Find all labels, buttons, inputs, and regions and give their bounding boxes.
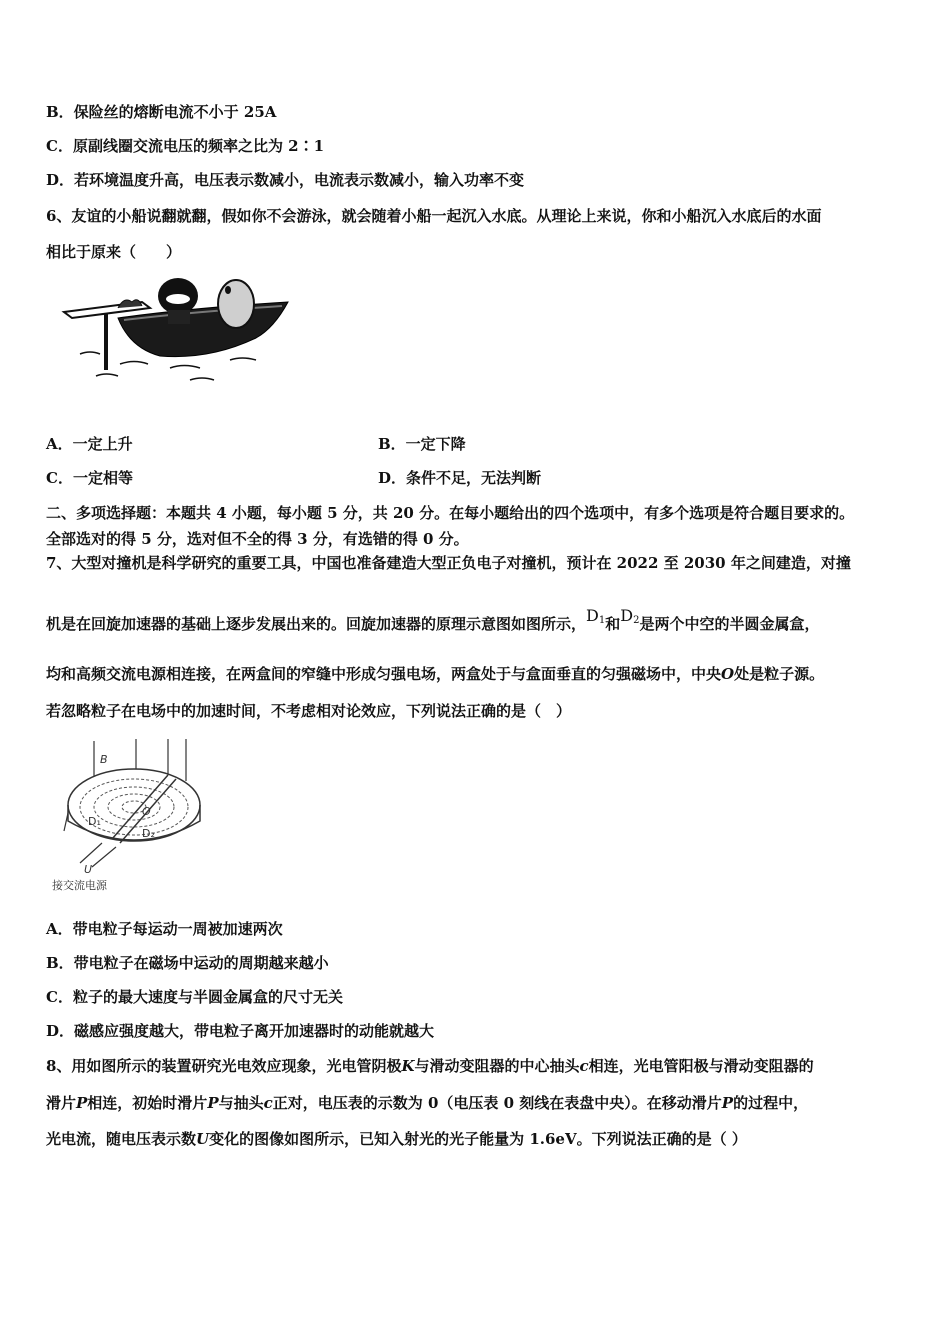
p-symbol: P <box>207 1094 219 1112</box>
label-d2: D₂ <box>142 827 155 840</box>
d2-letter: D <box>620 606 634 625</box>
q7-stem-line1: 7、大型对撞机是科学研究的重要工具，中国也准备建造大型正负电子对撞机，预计在 2022 至 2030 年之间建造，对撞 <box>46 554 851 572</box>
q7-option-d: D．磁感应强度越大，带电粒子离开加速器时的动能就越大 <box>46 1022 435 1040</box>
q6-stem-line1: 6、友谊的小船说翻就翻，假如你不会游泳，就会随着小船一起沉入水底。从理论上来说，你和小船沉入水底后的水面 <box>46 207 822 225</box>
q8-s2-part2: 相连，初始时滑片 <box>87 1094 208 1112</box>
q8-s1-part2: 与滑动变阻器的中心抽头 <box>414 1057 580 1075</box>
d1-letter: D <box>586 606 599 625</box>
q7-option-a: A．带电粒子每运动一周被加速两次 <box>46 920 283 938</box>
q6-option-d: D．条件不足，无法判断 <box>378 469 542 487</box>
label-b: B <box>100 753 108 766</box>
q7-stem-line3 <box>46 664 824 684</box>
boat-illustration <box>60 268 300 388</box>
q8-s2-part4: 正对，电压表的示数为 0（电压表 0 刻线在表盘中央）。在移动滑片 <box>272 1094 722 1112</box>
q7-stem3-part2: 处是粒子源。 <box>734 665 825 683</box>
u-symbol: U <box>196 1130 210 1148</box>
d2-subscript: 2 <box>633 615 640 626</box>
d1-subscript: 1 <box>598 615 606 626</box>
q6-option-a: A．一定上升 <box>46 435 133 453</box>
c-symbol: c <box>579 1057 589 1075</box>
q8-s3-part2: 变化的图像如图所示，已知入射光的光子能量为 1.6eV。下列说法正确的是（ ） <box>209 1130 747 1148</box>
q5-option-b: B．保险丝的熔断电流不小于 25A <box>46 103 277 121</box>
q7-stem-line2 <box>46 606 820 639</box>
q7-stem-line4: 若忽略粒子在电场中的加速时间，不考虑相对论效应，下列说法正确的是（ ） <box>46 702 572 720</box>
c-symbol: c <box>263 1094 273 1112</box>
q8-s3-part1: 光电流，随电压表示数 <box>46 1130 197 1148</box>
d1-symbol <box>586 606 605 625</box>
q7-and: 和 <box>605 615 621 633</box>
q6-option-c: C．一定相等 <box>46 469 133 487</box>
q8-stem-line3 <box>46 1129 747 1149</box>
k-symbol: K <box>401 1057 415 1075</box>
p-symbol: P <box>76 1094 88 1112</box>
q6-option-b: B．一定下降 <box>378 435 466 453</box>
q5-option-c: C．原副线圈交流电压的频率之比为 2∶1 <box>46 137 325 155</box>
label-o: O <box>142 805 151 818</box>
q8-s2-part5: 的过程中， <box>733 1094 809 1112</box>
q7-stem2-part1: 机是在回旋加速器的基础上逐步发展出来的。回旋加速器的原理示意图如图所示， <box>46 615 587 633</box>
section2-heading-line1: 二、多项选择题：本题共 4 小题，每小题 5 分，共 20 分。在每小题给出的四个选项中，有多个选项是符合题目要求的。 <box>46 504 855 522</box>
label-u: U <box>84 863 93 876</box>
label-d1: D₁ <box>88 815 101 828</box>
q8-s1-part3: 相连，光电管阳极与滑动变阻器的 <box>588 1057 814 1075</box>
cyclotron-diagram <box>50 735 220 897</box>
q8-s2-part1: 滑片 <box>46 1094 77 1112</box>
o-symbol: O <box>721 665 735 683</box>
figure-caption: 接交流电源 <box>52 879 107 892</box>
p-symbol: P <box>721 1094 734 1112</box>
q8-stem-line2 <box>46 1093 808 1113</box>
q5-option-d: D．若环境温度升高，电压表示数减小，电流表示数减小，输入功率不变 <box>46 171 525 189</box>
q6-stem-line2: 相比于原来（ ） <box>46 243 182 261</box>
q8-stem-line1 <box>46 1056 814 1076</box>
q7-stem2-part2: 是两个中空的半圆金属盒， <box>639 615 820 633</box>
q8-s1-part1: 8、用如图所示的装置研究光电效应现象，光电管阴极 <box>46 1057 402 1075</box>
q7-option-c: C．粒子的最大速度与半圆金属盒的尺寸无关 <box>46 988 343 1006</box>
q7-stem3-part1: 均和高频交流电源相连接，在两盒间的窄缝中形成匀强电场，两盒处于与盒面垂直的匀强磁场中，中央 <box>46 665 722 683</box>
section2-heading-line2: 全部选对的得 5 分，选对但不全的得 3 分，有选错的得 0 分。 <box>46 530 469 548</box>
q8-s2-part3: 与抽头 <box>218 1094 264 1112</box>
q7-option-b: B．带电粒子在磁场中运动的周期越来越小 <box>46 954 329 972</box>
d2-symbol <box>620 606 639 625</box>
